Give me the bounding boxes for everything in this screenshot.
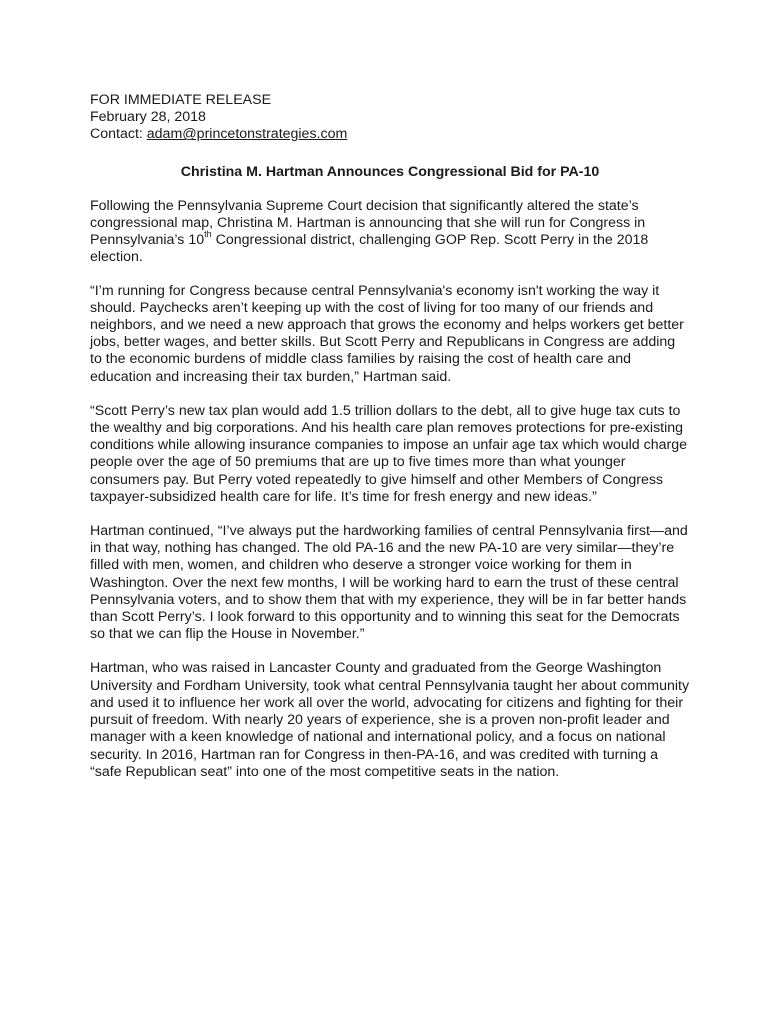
contact-line (90, 126, 690, 143)
paragraph-tax-plan-quote: “Scott Perry’s new tax plan would add 1.5 trillion dollars to the debt, all to give huge tax cuts to the wealthy and big corporations. And his health care plan removes protections for pre-existing conditions while allowing insurance companies to impose an unfair age tax which would charge people over the age of 50 premiums that are up to five times more than what younger consumers pay. But Perry voted repeatedly to give himself and other Members of Congress taxpayer-subsidized health care for life. It’s time for fresh energy and new ideas.” (90, 402, 688, 505)
paragraph-economy-quote: “I’m running for Congress because central Pennsylvania's economy isn't working the way it should. Paychecks aren’t keeping up with the cost of living for too many of our friends and neighbors, and we need a new approach that grows the economy and helps workers get better jobs, better wages, and better skills. But Scott Perry and Republicans in Congress are adding to the economic burdens of middle class families by raising the cost of health care and education and increasing their tax burden,” Hartman said. (90, 282, 684, 385)
page-title: Christina M. Hartman Announces Congressional Bid for PA-10 (180, 163, 600, 180)
release-label: FOR IMMEDIATE RELEASE (90, 92, 272, 108)
paragraph-hartman-continued: Hartman continued, “I’ve always put the hardworking families of central Pennsylvania first—and in that way, nothing has changed. The old PA-16 and the new PA-10 are very similar—they’re filled with men, women, and children who deserve a stronger voice working for them in Washington. Over the next few months, I will be working hard to earn the trust of these central Pennsylvania voters, and to show them that with my experience, they will be in far better hands than Scott Perry’s. I look forward to this opportunity and to winning this seat for the Democrats so that we can flip the House in November.” (90, 523, 688, 643)
paragraph-announcement (90, 198, 690, 267)
press-release-page (90, 92, 690, 798)
contact-email-link[interactable]: adam@princetonstrategies.com (146, 126, 348, 143)
paragraph-announcement-part2: Congressional district, challenging GOP Rep. Scott Perry in the 2018 election. (90, 232, 649, 266)
ordinal-suffix: th (204, 229, 212, 240)
paragraph-biography: Hartman, who was raised in Lancaster County and graduated from the George Washington University and Fordham University, took what central Pennsylvania taught her about community and used it to influence her work all over the world, advocating for citizens and fighting for their pursuit of freedom. With nearly 20 years of experience, she is a proven non-profit leader and manager with a keen knowledge of national and international policy, and a focus on national security. In 2016, Hartman ran for Congress in then-PA-16, and was credited with turning a “safe Republican seat” into one of the most competitive seats in the nation. (90, 660, 690, 780)
contact-label: Contact: (90, 126, 147, 143)
paragraph-announcement-part1: Following the Pennsylvania Supreme Court decision that significantly altered the state’s congressional map, Christina M. Hartman is announcing that she will run for Congress in Pennsylvania’s 10 (90, 197, 646, 249)
release-date: February 28, 2018 (90, 109, 206, 126)
